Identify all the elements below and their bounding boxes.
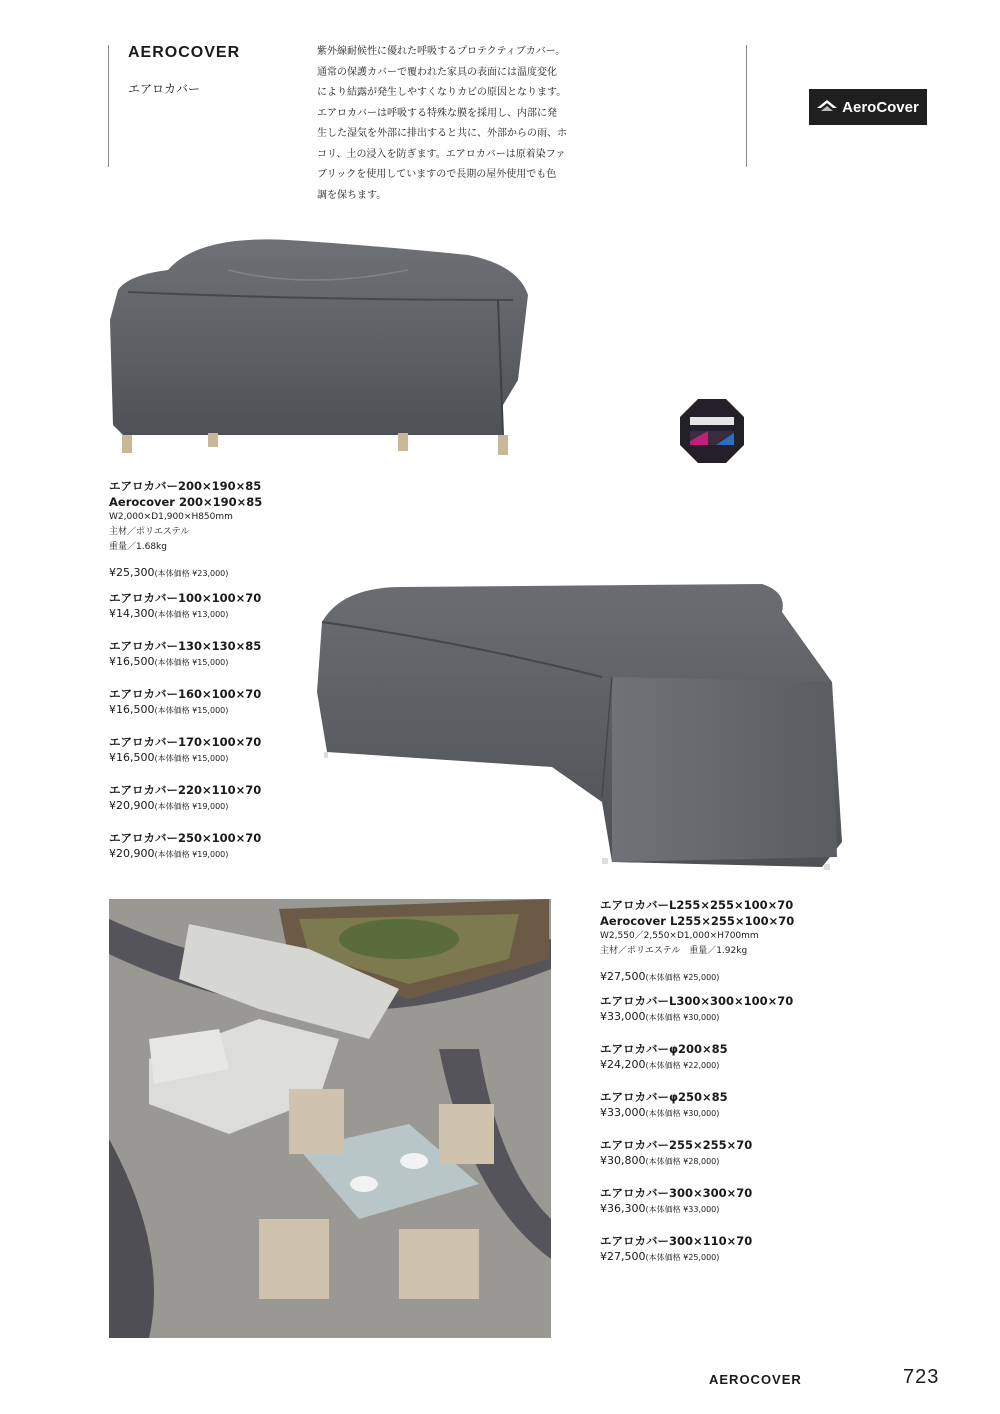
variant-price — [600, 1153, 793, 1170]
price-value: ¥14,300 — [109, 607, 155, 620]
product-title-en: Aerocover L255×255×100×70 — [600, 914, 795, 928]
variant-list-2 — [600, 993, 793, 1281]
list-item — [109, 782, 261, 830]
product-block-1 — [109, 478, 262, 582]
price-note: (本体価格 ¥19,000) — [154, 802, 229, 811]
price-note: (本体価格 ¥22,000) — [645, 1061, 720, 1070]
aerocover-logo — [809, 89, 927, 125]
price-note: (本体価格 ¥30,000) — [645, 1109, 720, 1118]
aerocover-emblem-icon — [817, 100, 837, 114]
variant-price — [600, 1105, 793, 1122]
price-note: (本体価格 ¥25,000) — [645, 973, 720, 982]
variant-name: エアロカバー130×130×85 — [109, 639, 262, 653]
product-weight: 重量／1.68kg — [109, 542, 167, 552]
price-value: ¥33,000 — [600, 1106, 646, 1119]
price-note: (本体価格 ¥23,000) — [154, 569, 229, 578]
list-item — [600, 993, 793, 1041]
price-note: (本体価格 ¥13,000) — [154, 610, 229, 619]
variant-name: エアロカバー170×100×70 — [109, 735, 262, 749]
l-shaped-sofa-cover-photo — [312, 582, 852, 874]
price-note: (本体価格 ¥33,000) — [645, 1205, 720, 1214]
variant-name: エアロカバー300×110×70 — [600, 1234, 753, 1248]
brand-subtitle: エアロカバー — [128, 82, 201, 96]
page-number: 723 — [903, 1366, 940, 1388]
price-value: ¥36,300 — [600, 1202, 646, 1215]
price-value: ¥30,800 — [600, 1154, 646, 1167]
price-note: (本体価格 ¥15,000) — [154, 706, 229, 715]
variant-name: エアロカバーL300×300×100×70 — [600, 994, 794, 1008]
patio-furniture-photo — [109, 899, 551, 1338]
price-note: (本体価格 ¥15,000) — [154, 658, 229, 667]
price-note: (本体価格 ¥30,000) — [645, 1013, 720, 1022]
list-item — [109, 590, 261, 638]
product-price — [109, 565, 262, 582]
header-right-rule — [746, 45, 747, 167]
variant-price — [109, 654, 261, 671]
variant-name: エアロカバー100×100×70 — [109, 591, 262, 605]
price-value: ¥20,900 — [109, 799, 155, 812]
variant-price — [600, 1057, 793, 1074]
list-item — [109, 830, 261, 878]
product-material: 主材／ポリエステル — [109, 527, 190, 537]
price-value: ¥25,300 — [109, 566, 155, 579]
rectangular-furniture-cover-photo — [108, 230, 533, 465]
price-value: ¥16,500 — [109, 751, 155, 764]
variant-name: エアロカバー250×100×70 — [109, 831, 262, 845]
list-item — [109, 734, 261, 782]
list-item — [600, 1041, 793, 1089]
brand-title: AEROCOVER — [128, 44, 241, 61]
price-value: ¥16,500 — [109, 655, 155, 668]
list-item — [600, 1137, 793, 1185]
aerocover-package-badge-icon — [678, 397, 746, 465]
price-value: ¥24,200 — [600, 1058, 646, 1071]
variant-name: エアロカバーφ200×85 — [600, 1042, 728, 1056]
variant-price — [600, 1249, 793, 1266]
price-note: (本体価格 ¥25,000) — [645, 1253, 720, 1262]
product-size: W2,550／2,550×D1,000×H700mm — [600, 931, 759, 941]
footer-brand: AEROCOVER — [709, 1372, 802, 1387]
product-title-ja: エアロカバーL255×255×100×70 — [600, 898, 794, 912]
price-value: ¥16,500 — [109, 703, 155, 716]
variant-price — [109, 798, 261, 815]
variant-name: エアロカバー300×300×70 — [600, 1186, 753, 1200]
product-spec: 主材／ポリエステル 重量／1.92kg — [600, 946, 748, 956]
variant-price — [600, 1201, 793, 1218]
header-left-rule — [108, 45, 109, 167]
list-item — [600, 1185, 793, 1233]
list-item — [600, 1233, 793, 1281]
price-value: ¥20,900 — [109, 847, 155, 860]
variant-name: エアロカバー255×255×70 — [600, 1138, 753, 1152]
list-item — [109, 638, 261, 686]
price-value: ¥27,500 — [600, 970, 646, 983]
variant-name: エアロカバー160×100×70 — [109, 687, 262, 701]
product-title-en: Aerocover 200×190×85 — [109, 495, 263, 509]
variant-price — [109, 846, 261, 863]
variant-list-1 — [109, 590, 261, 878]
variant-price — [600, 1009, 793, 1026]
product-block-2 — [600, 897, 794, 986]
list-item — [600, 1089, 793, 1137]
price-note: (本体価格 ¥19,000) — [154, 850, 229, 859]
list-item — [109, 686, 261, 734]
product-price — [600, 969, 794, 986]
price-note: (本体価格 ¥28,000) — [645, 1157, 720, 1166]
price-note: (本体価格 ¥15,000) — [154, 754, 229, 763]
variant-price — [109, 606, 261, 623]
price-value: ¥27,500 — [600, 1250, 646, 1263]
price-value: ¥33,000 — [600, 1010, 646, 1023]
variant-name: エアロカバーφ250×85 — [600, 1090, 728, 1104]
logo-text: AeroCover — [842, 98, 919, 116]
product-title-ja: エアロカバー200×190×85 — [109, 479, 262, 493]
variant-price — [109, 750, 261, 767]
variant-price — [109, 702, 261, 719]
variant-name: エアロカバー220×110×70 — [109, 783, 262, 797]
product-size: W2,000×D1,900×H850mm — [109, 512, 233, 522]
intro-description: 紫外線耐候性に優れた呼吸するプロテクティブカバー。 通常の保護カバーで覆われた家具の表面には温度変化 により結露が発生しやすくなりカビの原因となります。 エアロカバーは呼吸する特殊な膜を採用し、内部に発 生した湿気を外部に排出すると共に、外部からの雨、ホ コリ、土の浸入を防ぎます。エアロカバーは原着染ファ ブリックを使用していますので長期の屋外使用でも色 調を保ちます。 — [317, 46, 567, 201]
